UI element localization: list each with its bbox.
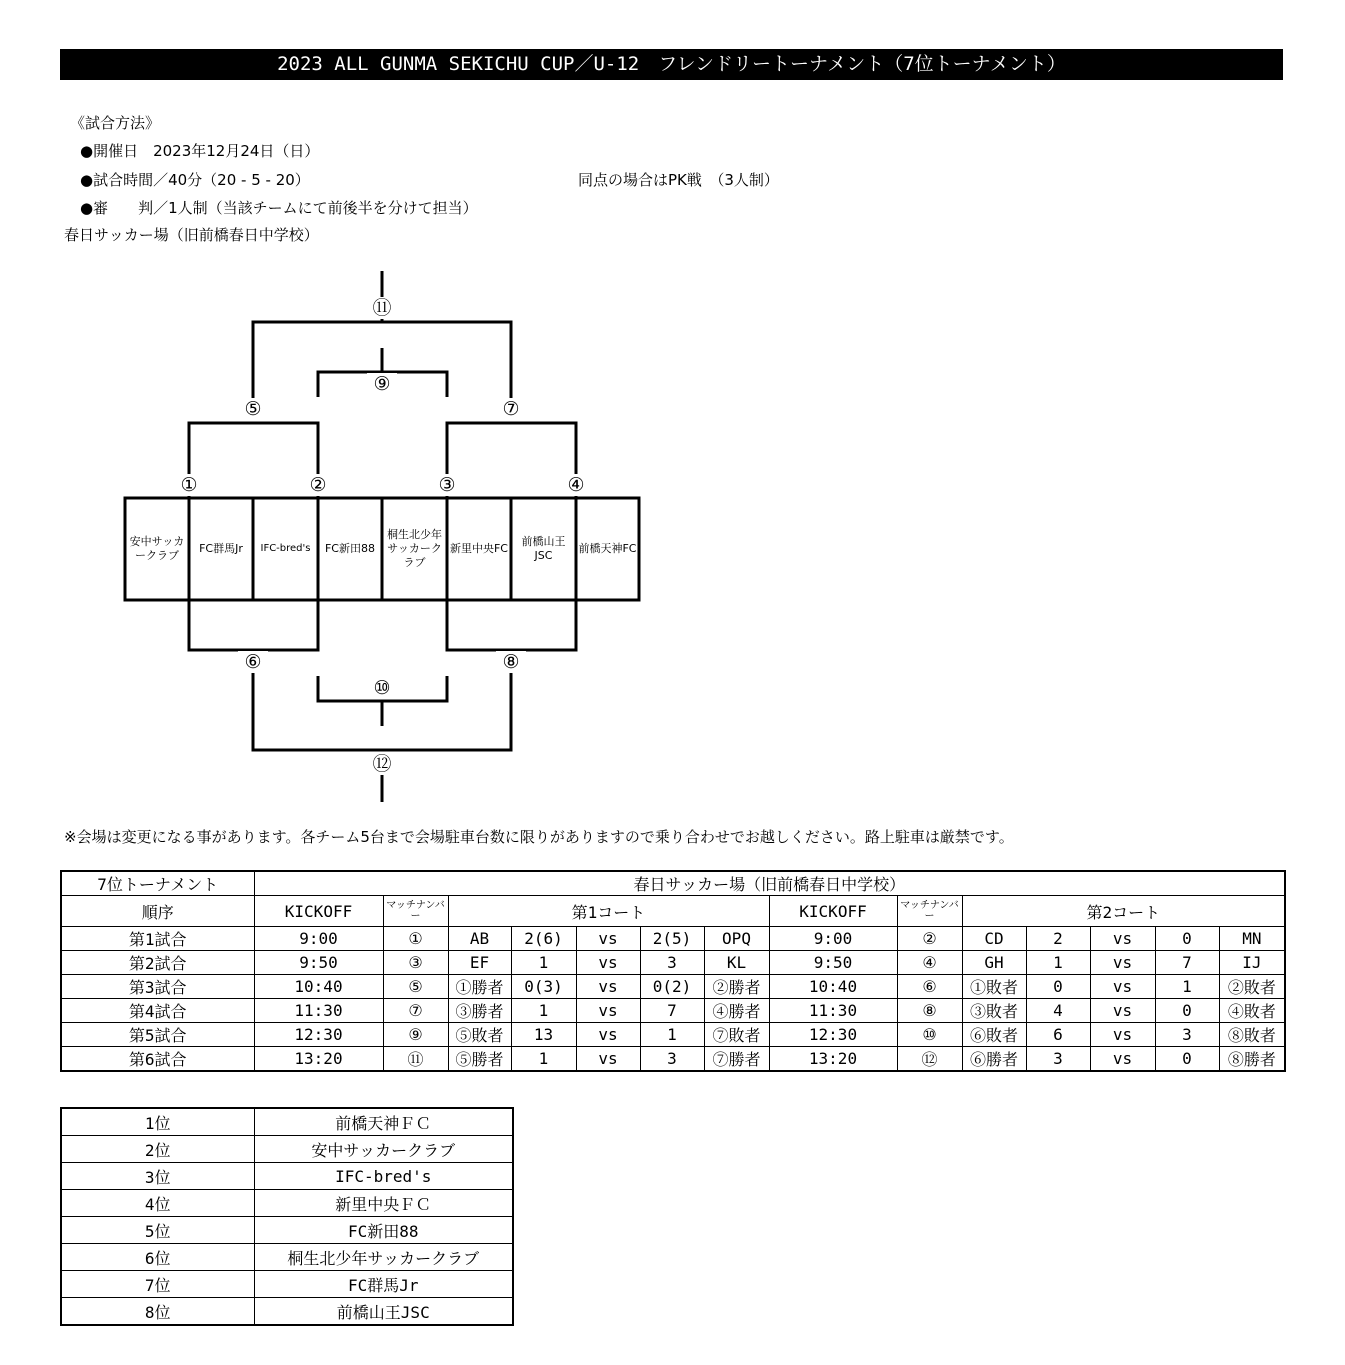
home-team: ③勝者 bbox=[448, 999, 511, 1023]
match-number: ② bbox=[897, 927, 962, 951]
rank: 1位 bbox=[61, 1108, 254, 1136]
match-number: ③ bbox=[383, 951, 448, 975]
home-score: 13 bbox=[511, 1023, 576, 1047]
away-team: ⑧敗者 bbox=[1219, 1023, 1285, 1047]
away-team: ④勝者 bbox=[704, 999, 769, 1023]
away-score: 0(2) bbox=[640, 975, 704, 999]
bracket-team: 桐生北少年サッカークラブ bbox=[387, 528, 442, 569]
match-number: ⑫ bbox=[897, 1047, 962, 1072]
home-team: ③敗者 bbox=[962, 999, 1026, 1023]
vs-label: vs bbox=[1090, 975, 1155, 999]
match-order: 第5試合 bbox=[61, 1023, 254, 1047]
table-row bbox=[61, 927, 1285, 951]
home-score: 1 bbox=[1026, 951, 1090, 975]
vs-label: vs bbox=[1090, 1023, 1155, 1047]
away-score: 7 bbox=[1155, 951, 1219, 975]
table-row bbox=[61, 1047, 1285, 1072]
event-date: ●開催日 2023年12月24日（日） bbox=[80, 142, 320, 160]
kickoff-time: 10:40 bbox=[769, 975, 897, 999]
home-score: 4 bbox=[1026, 999, 1090, 1023]
away-team: ⑧勝者 bbox=[1219, 1047, 1285, 1072]
table-row bbox=[61, 951, 1285, 975]
away-team: KL bbox=[704, 951, 769, 975]
home-team: ⑥勝者 bbox=[962, 1047, 1026, 1072]
team-name: FC群馬Jr bbox=[254, 1271, 513, 1298]
match-number-2: ② bbox=[303, 474, 333, 496]
away-score: 7 bbox=[640, 999, 704, 1023]
match-number-1: ① bbox=[174, 474, 204, 496]
match-number: ⑦ bbox=[383, 999, 448, 1023]
page-title: 2023 ALL GUNMA SEKICHU CUP／U-12 フレンドリートーナメント（7位トーナメント） bbox=[60, 49, 1283, 80]
match-number: ⑪ bbox=[383, 1047, 448, 1072]
bracket-team: IFC-bred's bbox=[260, 543, 311, 554]
kickoff-time: 9:50 bbox=[254, 951, 383, 975]
court2-header: 第2コート bbox=[962, 896, 1285, 927]
team-name: 安中サッカークラブ bbox=[254, 1136, 513, 1163]
match-number-6: ⑥ bbox=[238, 651, 268, 673]
away-team: ⑦敗者 bbox=[704, 1023, 769, 1047]
kickoff-time: 10:40 bbox=[254, 975, 383, 999]
rank: 6位 bbox=[61, 1244, 254, 1271]
kickoff-time: 13:20 bbox=[769, 1047, 897, 1072]
vs-label: vs bbox=[1090, 927, 1155, 951]
match-no-header: マッチナンバー bbox=[383, 896, 448, 927]
match-number-5: ⑤ bbox=[238, 398, 268, 420]
standings-table bbox=[60, 1107, 514, 1326]
standings-row bbox=[61, 1271, 513, 1298]
kickoff-time: 9:00 bbox=[254, 927, 383, 951]
kickoff-time: 11:30 bbox=[769, 999, 897, 1023]
away-team: ②勝者 bbox=[704, 975, 769, 999]
rank: 2位 bbox=[61, 1136, 254, 1163]
rank: 3位 bbox=[61, 1163, 254, 1190]
vs-label: vs bbox=[576, 1023, 640, 1047]
standings-row bbox=[61, 1163, 513, 1190]
match-number: ⑤ bbox=[383, 975, 448, 999]
match-number: ⑥ bbox=[897, 975, 962, 999]
away-score: 1 bbox=[640, 1023, 704, 1047]
home-score: 2 bbox=[1026, 927, 1090, 951]
team-name: 桐生北少年サッカークラブ bbox=[254, 1244, 513, 1271]
match-number-4: ④ bbox=[561, 474, 591, 496]
kickoff-time: 12:30 bbox=[254, 1023, 383, 1047]
match-number-7: ⑦ bbox=[496, 398, 526, 420]
team-name: 前橋天神ＦＣ bbox=[254, 1108, 513, 1136]
court1-header: 第1コート bbox=[448, 896, 769, 927]
team-name: 前橋山王JSC bbox=[254, 1298, 513, 1326]
kickoff-time: 13:20 bbox=[254, 1047, 383, 1072]
home-score: 0(3) bbox=[511, 975, 576, 999]
vs-label: vs bbox=[1090, 951, 1155, 975]
away-score: 1 bbox=[1155, 975, 1219, 999]
referee-rule: ●審 判／1人制（当該チームにて前後半を分けて担当） bbox=[80, 199, 478, 217]
match-number-3: ③ bbox=[432, 474, 462, 496]
kickoff-header: KICKOFF bbox=[254, 896, 383, 927]
order-header: 順序 bbox=[61, 896, 254, 927]
home-team: EF bbox=[448, 951, 511, 975]
bracket-team: FC群馬Jr bbox=[199, 542, 243, 555]
away-team: ⑦勝者 bbox=[704, 1047, 769, 1072]
rank: 8位 bbox=[61, 1298, 254, 1326]
rank: 5位 bbox=[61, 1217, 254, 1244]
table-row bbox=[61, 1023, 1285, 1047]
home-score: 1 bbox=[511, 1047, 576, 1072]
match-no-header: マッチナンバー bbox=[897, 896, 962, 927]
vs-label: vs bbox=[1090, 999, 1155, 1023]
away-team: ④敗者 bbox=[1219, 999, 1285, 1023]
match-number-10: ⑩ bbox=[367, 677, 397, 699]
rank: 7位 bbox=[61, 1271, 254, 1298]
kickoff-time: 9:00 bbox=[769, 927, 897, 951]
table-row bbox=[61, 975, 1285, 999]
away-team: MN bbox=[1219, 927, 1285, 951]
match-order: 第1試合 bbox=[61, 927, 254, 951]
standings-row bbox=[61, 1244, 513, 1271]
standings-row bbox=[61, 1108, 513, 1136]
home-score: 3 bbox=[1026, 1047, 1090, 1072]
vs-label: vs bbox=[576, 927, 640, 951]
match-number: ④ bbox=[897, 951, 962, 975]
method-heading: 《試合方法》 bbox=[70, 114, 161, 132]
home-team: ⑤勝者 bbox=[448, 1047, 511, 1072]
away-score: 0 bbox=[1155, 927, 1219, 951]
standings-row bbox=[61, 1136, 513, 1163]
home-team: ①勝者 bbox=[448, 975, 511, 999]
rank: 4位 bbox=[61, 1190, 254, 1217]
vs-label: vs bbox=[576, 1047, 640, 1072]
vs-label: vs bbox=[576, 951, 640, 975]
tie-rule: 同点の場合はPK戦 （3人制） bbox=[578, 171, 779, 189]
away-team: IJ bbox=[1219, 951, 1285, 975]
home-score: 0 bbox=[1026, 975, 1090, 999]
match-order: 第3試合 bbox=[61, 975, 254, 999]
home-team: GH bbox=[962, 951, 1026, 975]
match-number-11: ⑪ bbox=[367, 297, 397, 319]
schedule-table bbox=[60, 870, 1286, 1072]
home-team: ①敗者 bbox=[962, 975, 1026, 999]
standings-row bbox=[61, 1190, 513, 1217]
away-score: 2(5) bbox=[640, 927, 704, 951]
match-order: 第4試合 bbox=[61, 999, 254, 1023]
home-score: 6 bbox=[1026, 1023, 1090, 1047]
away-score: 3 bbox=[640, 951, 704, 975]
home-score: 1 bbox=[511, 951, 576, 975]
home-team: AB bbox=[448, 927, 511, 951]
away-score: 3 bbox=[1155, 1023, 1219, 1047]
bracket-team: FC新田88 bbox=[324, 542, 375, 555]
standings-row bbox=[61, 1298, 513, 1326]
match-number-9: ⑨ bbox=[367, 373, 397, 395]
standings-row bbox=[61, 1217, 513, 1244]
kickoff-time: 12:30 bbox=[769, 1023, 897, 1047]
match-order: 第6試合 bbox=[61, 1047, 254, 1072]
bracket-team: 新里中央FC bbox=[449, 542, 508, 555]
home-team: ⑤敗者 bbox=[448, 1023, 511, 1047]
away-team: ②敗者 bbox=[1219, 975, 1285, 999]
match-number: ① bbox=[383, 927, 448, 951]
away-team: OPQ bbox=[704, 927, 769, 951]
away-score: 0 bbox=[1155, 999, 1219, 1023]
parking-note: ※会場は変更になる事があります。各チーム5台まで会場駐車台数に限りがありますので乗り合わせでお越しください。路上駐車は厳禁です。 bbox=[64, 828, 1014, 846]
team-name: IFC-bred's bbox=[254, 1163, 513, 1190]
kickoff-time: 11:30 bbox=[254, 999, 383, 1023]
match-order: 第2試合 bbox=[61, 951, 254, 975]
vs-label: vs bbox=[576, 975, 640, 999]
bracket-team: 前橋山王JSC bbox=[521, 535, 566, 562]
team-name: FC新田88 bbox=[254, 1217, 513, 1244]
kickoff-time: 9:50 bbox=[769, 951, 897, 975]
match-number-8: ⑧ bbox=[496, 651, 526, 673]
table-row bbox=[61, 999, 1285, 1023]
home-score: 2(6) bbox=[511, 927, 576, 951]
match-number: ⑨ bbox=[383, 1023, 448, 1047]
away-score: 3 bbox=[640, 1047, 704, 1072]
match-number: ⑩ bbox=[897, 1023, 962, 1047]
schedule-column-headers bbox=[61, 896, 1285, 927]
vs-label: vs bbox=[576, 999, 640, 1023]
bracket-team: 安中サッカークラブ bbox=[129, 535, 185, 562]
venue-name: 春日サッカー場（旧前橋春日中学校） bbox=[64, 226, 319, 244]
schedule-venue: 春日サッカー場（旧前橋春日中学校） bbox=[254, 871, 1285, 896]
schedule-header-row bbox=[61, 871, 1285, 896]
vs-label: vs bbox=[1090, 1047, 1155, 1072]
home-team: CD bbox=[962, 927, 1026, 951]
team-name: 新里中央ＦＣ bbox=[254, 1190, 513, 1217]
home-score: 1 bbox=[511, 999, 576, 1023]
bracket-team: 前橋天神FC bbox=[578, 542, 637, 555]
bracket-label: 7位トーナメント bbox=[61, 871, 254, 896]
kickoff-header: KICKOFF bbox=[769, 896, 897, 927]
home-team: ⑥敗者 bbox=[962, 1023, 1026, 1047]
match-number-12: ⑫ bbox=[367, 753, 397, 775]
match-number: ⑧ bbox=[897, 999, 962, 1023]
match-time: ●試合時間／40分（20 - 5 - 20） bbox=[80, 171, 310, 189]
away-score: 0 bbox=[1155, 1047, 1219, 1072]
